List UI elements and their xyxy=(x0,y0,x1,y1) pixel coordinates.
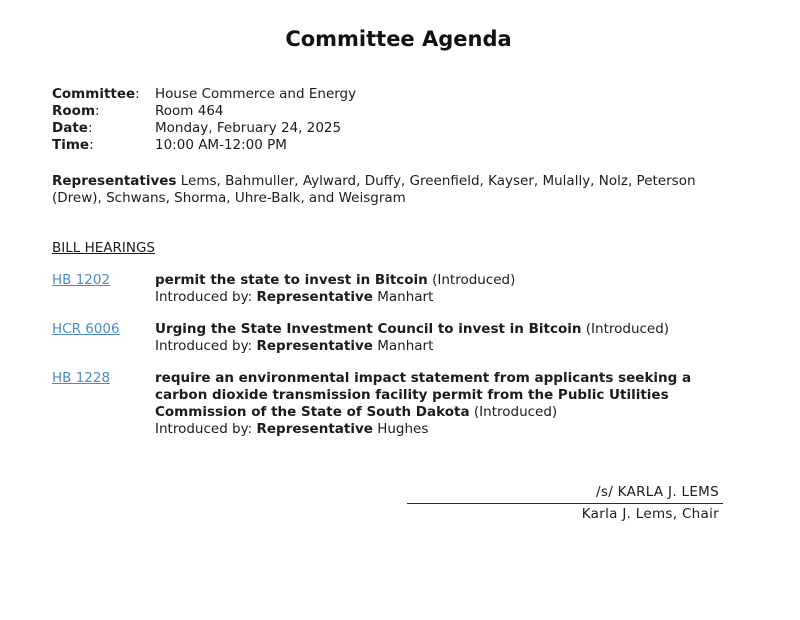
bill-link-hcr6006[interactable]: HCR 6006 xyxy=(52,321,120,337)
detail-row-room xyxy=(52,103,745,120)
bill-status: (Introduced) xyxy=(473,404,558,420)
meeting-details xyxy=(52,86,745,154)
bill-link-hb1228[interactable]: HB 1228 xyxy=(52,370,111,386)
bill-number-cell xyxy=(52,370,155,438)
sponsor-role: Representative xyxy=(256,289,373,305)
page-title: Committee Agenda xyxy=(285,27,512,51)
sponsor-name: Manhart xyxy=(377,338,434,354)
bill-title: require an environmental impact statement from applicants seeking a carbon dioxide transmission facility permit from the Public Utilities Commission of the State of South Dakota xyxy=(155,370,692,420)
sponsor-name: Hughes xyxy=(377,421,429,437)
bill-row-hb1202 xyxy=(52,272,745,306)
bill-link-hb1202[interactable]: HB 1202 xyxy=(52,272,111,288)
bill-row-hb1228 xyxy=(52,370,745,438)
bill-title: permit the state to invest in Bitcoin xyxy=(155,272,428,288)
detail-row-time xyxy=(52,137,745,154)
representatives-names: Lems, Bahmuller, Aylward, Duffy, Greenfield, Kayser, Mulally, Nolz, Peterson (Drew), Schwans, Shorma, Uhre-Balk, and Weisgram xyxy=(52,173,696,206)
signature-signed-line: /s/ KARLA J. LEMS xyxy=(407,484,723,504)
detail-value-committee: House Commerce and Energy xyxy=(155,86,357,102)
detail-label: Room: xyxy=(52,103,100,119)
detail-value-room: Room 464 xyxy=(155,103,224,119)
signature-chair-line: Karla J. Lems, Chair xyxy=(581,506,719,522)
detail-value-date: Monday, February 24, 2025 xyxy=(155,120,342,136)
bill-status: (Introduced) xyxy=(432,272,516,288)
representatives-label: Representatives xyxy=(52,173,177,189)
representatives-paragraph xyxy=(52,173,707,207)
detail-value-time: 10:00 AM-12:00 PM xyxy=(155,137,287,153)
bill-status: (Introduced) xyxy=(585,321,670,337)
detail-label: Date: xyxy=(52,120,93,136)
signature-block xyxy=(407,484,723,523)
introduced-by-label: Introduced by: xyxy=(155,289,253,305)
bill-row-hcr6006 xyxy=(52,321,745,355)
bill-number-cell xyxy=(52,321,155,355)
sponsor-name: Manhart xyxy=(377,289,434,305)
sponsor-role: Representative xyxy=(256,338,373,354)
bill-hearings-heading: BILL HEARINGS xyxy=(52,240,155,256)
bill-description xyxy=(155,321,669,355)
detail-row-date xyxy=(52,120,745,137)
detail-label: Committee: xyxy=(52,86,140,102)
bill-title: Urging the State Investment Council to invest in Bitcoin xyxy=(155,321,582,337)
bill-hearings-list xyxy=(52,272,745,438)
detail-row-committee xyxy=(52,86,745,103)
bill-number-cell xyxy=(52,272,155,306)
sponsor-role: Representative xyxy=(256,421,373,437)
bill-description xyxy=(155,370,720,438)
introduced-by-label: Introduced by: xyxy=(155,421,253,437)
detail-label: Time: xyxy=(52,137,94,153)
introduced-by-label: Introduced by: xyxy=(155,338,253,354)
bill-description xyxy=(155,272,515,306)
